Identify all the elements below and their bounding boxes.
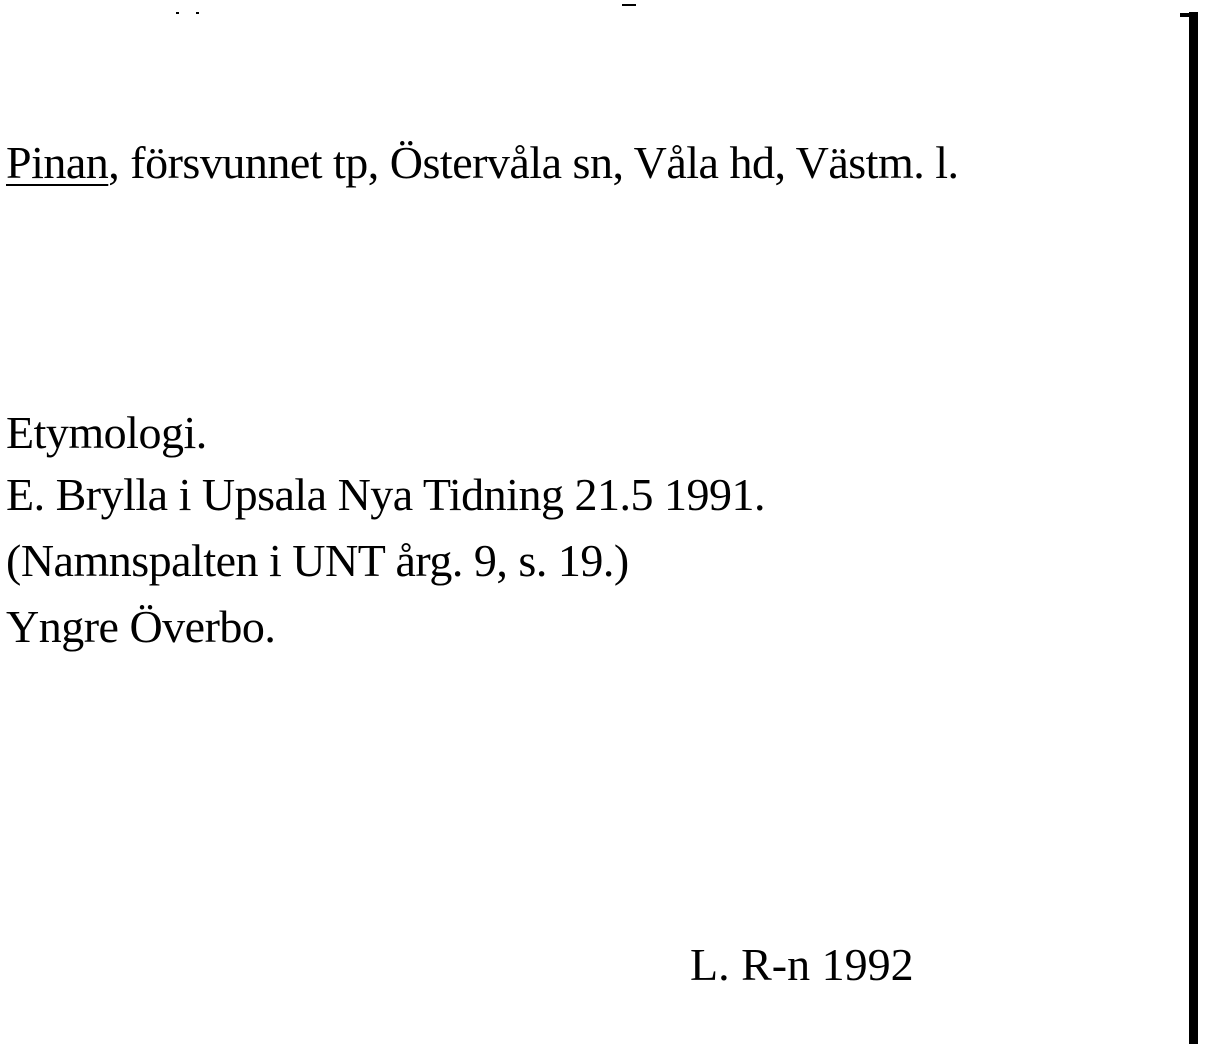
body-line-reference: (Namnspalten i UNT årg. 9, s. 19.) <box>6 535 629 586</box>
scan-speck <box>176 12 179 14</box>
card-edge-border <box>1189 12 1198 1044</box>
card-edge-tick <box>1180 13 1198 17</box>
body-line-etymology: Etymologi. <box>6 407 207 458</box>
scan-speck <box>622 4 636 6</box>
headword: Pinan <box>6 137 109 188</box>
card-heading <box>6 137 959 188</box>
heading-description: , försvunnet tp, Östervåla sn, Våla hd, Västm. l. <box>108 137 959 188</box>
body-line-source: E. Brylla i Upsala Nya Tidning 21.5 1991. <box>6 469 765 520</box>
body-line-note: Yngre Överbo. <box>6 601 276 652</box>
signature: L. R-n 1992 <box>690 939 914 990</box>
scan-speck <box>196 12 199 14</box>
